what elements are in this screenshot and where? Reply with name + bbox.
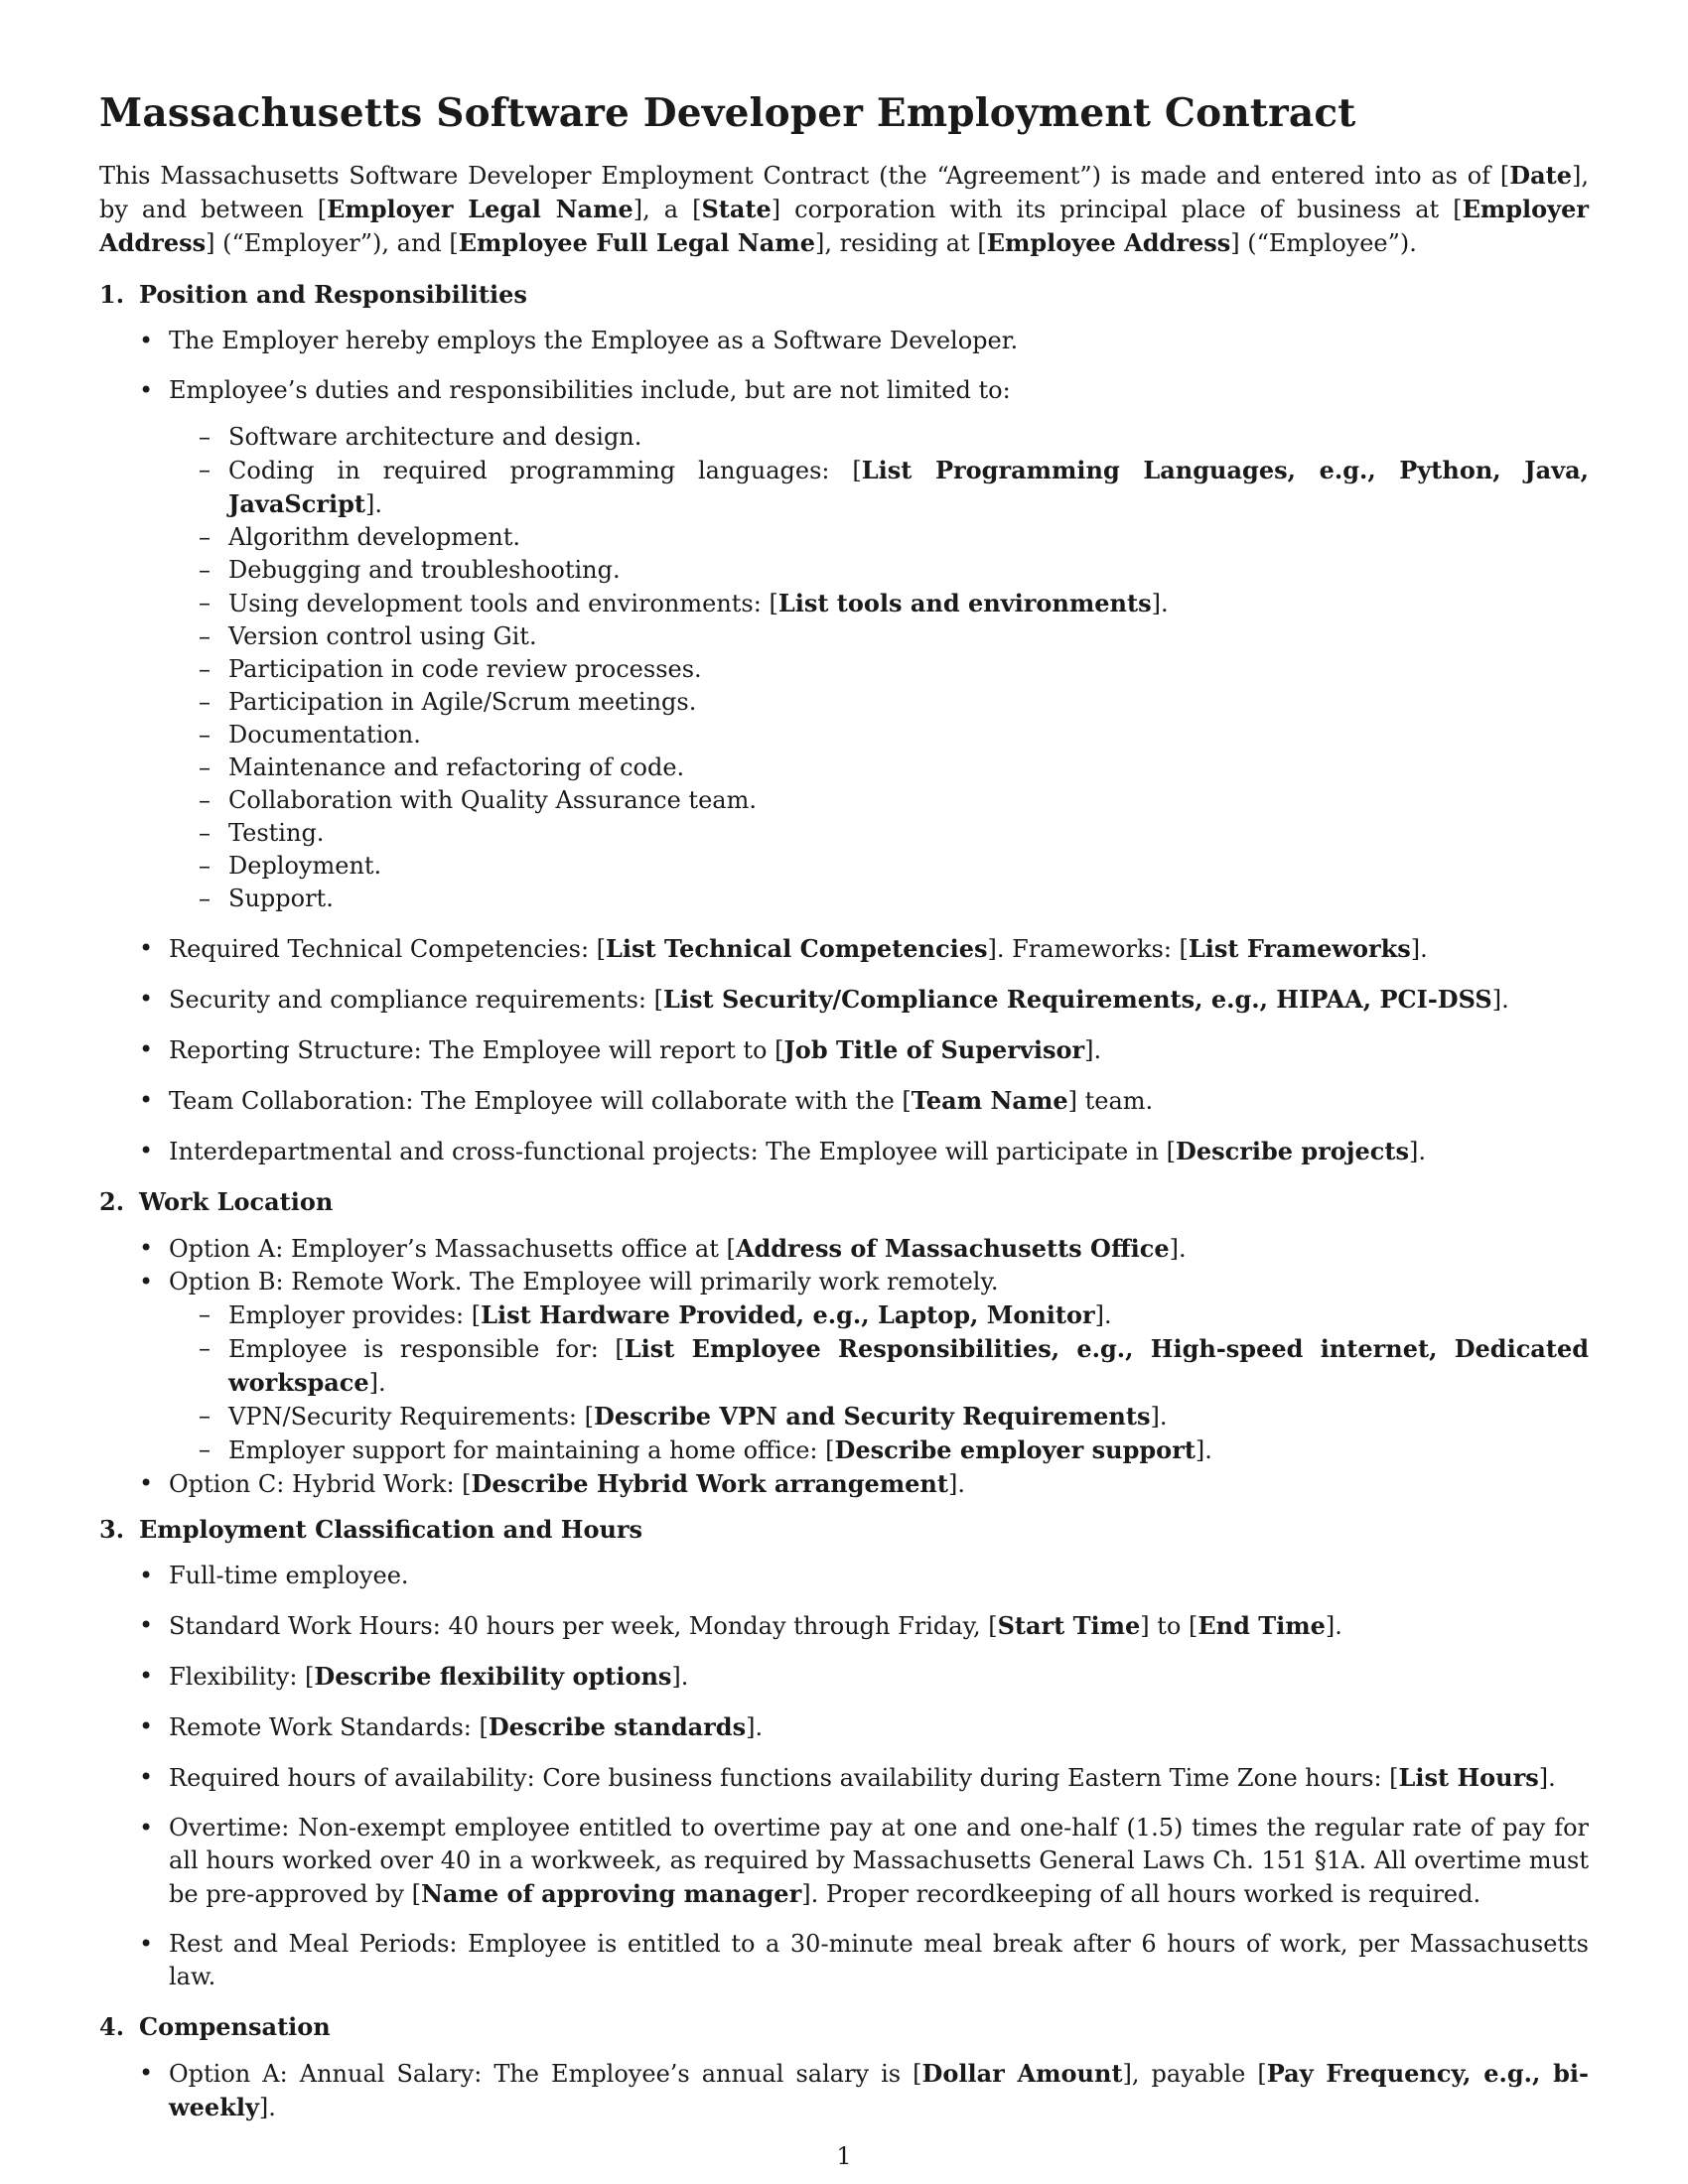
text-run: Coding in required programming languages: [ [228,457,862,484]
placeholder-field: List Technical Competencies [606,934,988,963]
text-run: ], by and between [ [99,162,1589,223]
text-run: Employer provides: [ [228,1301,482,1329]
text-run: Debugging and troubleshooting. [228,556,621,584]
placeholder-field: Describe employer support [834,1435,1196,1464]
text-run: Employee’s duties and responsibilities include, but are not limited to: [169,376,1011,404]
text-run: ]. [368,1369,386,1397]
placeholder-field: Name of approving manager [420,1879,802,1908]
text-run: Required hours of availability: Core business functions availability during Eastern Time Zone hours: [ [169,1764,1399,1792]
text-run: ]. [364,490,382,518]
list-item [99,932,1589,966]
bullet-list [99,2057,1589,2124]
sub-list-item [169,1332,1589,1400]
text-run: Reporting Structure: The Employee will report to [ [169,1036,784,1064]
sub-list-item [169,653,1589,686]
placeholder-field: List tools and environments [777,589,1152,617]
text-run: Software architecture and design. [228,423,642,451]
placeholder-field: Employer Address [99,195,1590,257]
list-item [99,325,1589,357]
section-title: Compensation [139,2012,331,2041]
text-run: Documentation. [228,721,421,749]
text-run: Participation in Agile/Scrum meetings. [228,688,697,716]
document-title: Massachusetts Software Developer Employment Contract [99,90,1356,136]
bullet-list [99,1232,1589,1501]
sub-list-item [169,686,1589,719]
text-run: Participation in code review processes. [228,655,702,683]
text-run: Using development tools and environments: [ [228,590,778,617]
text-run: Option A: Annual Salary: The Employee’s annual salary is [ [169,2060,922,2088]
sub-list-item [169,620,1589,653]
placeholder-field: Date [1509,161,1572,190]
sub-list-item [169,1400,1589,1433]
section-1 [99,278,1589,1168]
placeholder-field: List Hours [1398,1763,1539,1792]
placeholder-field: Team Name [911,1086,1068,1115]
text-run: Rest and Meal Periods: Employee is entitled to a 30-minute meal break after 6 hours of work, per Massachusetts law. [169,1930,1589,1990]
sub-list [169,1298,1589,1467]
placeholder-field: Job Title of Supervisor [783,1035,1085,1064]
placeholder-field: Employer Legal Name [327,195,633,223]
intro-paragraph [99,159,1589,260]
text-run: VPN/Security Requirements: [ [228,1403,594,1431]
section-3 [99,1513,1589,1993]
text-run: Standard Work Hours: 40 hours per week, Monday through Friday, [ [169,1612,998,1640]
section-number: 4. [99,2012,125,2041]
section-2 [99,1185,1589,1501]
text-run: ]. Proper recordkeeping of all hours worked is required. [801,1880,1481,1908]
text-run: Required Technical Competencies: [ [169,935,607,963]
text-run: ] to [ [1140,1612,1198,1640]
text-run: ]. [1084,1036,1102,1064]
list-item [99,2057,1589,2124]
text-run: ]. [1408,1138,1426,1165]
text-run: ] team. [1067,1087,1154,1115]
text-run: Option B: Remote Work. The Employee will primarily work remotely. [169,1268,999,1296]
sections-container [99,278,1589,2124]
text-run: The Employer hereby employs the Employee as a Software Developer. [169,327,1019,354]
text-run: ]. [1491,986,1509,1014]
list-item [99,1812,1589,1911]
text-run: Flexibility: [ [169,1663,315,1691]
text-run: Full-time employee. [169,1562,409,1589]
text-run: ]. [1094,1301,1112,1329]
text-run: ]. [258,2094,276,2121]
placeholder-field: List Employee Responsibilities, e.g., High-speed internet, Dedicated workspace [228,1334,1589,1397]
sub-list-item [169,587,1589,620]
text-run: Security and compliance requirements: [ [169,986,663,1014]
section-number: 3. [99,1515,125,1544]
list-item [99,1710,1589,1744]
list-item [99,1560,1589,1592]
list-item [99,1033,1589,1067]
list-item [99,1609,1589,1643]
sub-list-item [169,454,1589,521]
text-run: This Massachusetts Software Developer Employment Contract (the “Agreement”) is made and entered into as of [ [99,162,1510,190]
sub-list-item [169,1433,1589,1467]
list-item [99,1660,1589,1694]
text-run: Employer support for maintaining a home office: [ [228,1436,835,1464]
text-run: Collaboration with Quality Assurance team. [228,786,757,814]
section-title: Position and Responsibilities [139,280,527,309]
text-run: ]. [1195,1436,1212,1464]
text-run: ]. [746,1713,764,1741]
section-heading [99,1185,1589,1218]
placeholder-field: Describe standards [488,1712,747,1741]
text-run: ]. Frameworks: [ [987,935,1189,963]
sub-list-item [169,421,1589,454]
section-4 [99,2010,1589,2124]
text-run: ]. [671,1663,689,1691]
placeholder-field: End Time [1197,1611,1326,1640]
text-run: ] (“Employer”), and [ [206,229,459,257]
text-run: ] (“Employee”). [1230,229,1417,257]
text-run: ] corporation with its principal place of business at [ [771,196,1463,223]
text-run: Support. [228,885,334,912]
sub-list-item [169,1298,1589,1332]
text-run: Algorithm development. [228,523,520,551]
placeholder-field: List Hardware Provided, e.g., Laptop, Monitor [481,1300,1095,1329]
list-item [99,374,1589,915]
text-run: Option A: Employer’s Massachusetts office at [ [169,1235,736,1263]
placeholder-field: Describe flexibility options [314,1662,672,1691]
section-heading [99,1513,1589,1546]
section-title: Work Location [139,1187,334,1216]
placeholder-field: Employee Full Legal Name [458,228,815,257]
text-run: Remote Work Standards: [ [169,1713,489,1741]
text-run: ]. [1150,1403,1168,1431]
placeholder-field: Describe projects [1176,1137,1409,1165]
text-run: Version control using Git. [228,622,537,650]
text-run: Deployment. [228,852,382,880]
bullet-list [99,1560,1589,1993]
list-item [99,1761,1589,1795]
bullet-list [99,325,1589,1168]
placeholder-field: Address of Massachusetts Office [735,1234,1170,1263]
sub-list-item [169,784,1589,817]
page-number: 1 [836,2142,852,2170]
section-heading [99,2010,1589,2043]
placeholder-field: Pay Frequency, e.g., bi-weekly [169,2059,1589,2121]
placeholder-field: State [701,195,772,223]
section-heading [99,278,1589,311]
text-run: ]. [1325,1612,1342,1640]
text-run: ]. [1410,935,1428,963]
placeholder-field: Describe Hybrid Work arrangement [471,1469,948,1498]
section-number: 1. [99,280,125,309]
text-run: Overtime: Non-exempt employee entitled to overtime pay at one and one-half (1.5) times the regular rate of pay for all hours worked over 40 in a workweek, as required by Massachusetts General Laws Ch. 151 §1A. All overtime must be pre-approved by [ [169,1814,1589,1908]
placeholder-field: Describe VPN and Security Requirements [594,1402,1151,1431]
placeholder-field: List Security/Compliance Requirements, e.g., HIPAA, PCI-DSS [663,985,1492,1014]
list-item [99,983,1589,1017]
placeholder-field: List Programming Languages, e.g., Python, Java, JavaScript [228,456,1589,518]
text-run: Option C: Hybrid Work: [ [169,1470,472,1498]
placeholder-field: Dollar Amount [921,2059,1123,2088]
text-run: ]. [947,1470,965,1498]
sub-list-item [169,883,1589,915]
text-run: Interdepartmental and cross-functional projects: The Employee will participate in [ [169,1138,1176,1165]
sub-list-item [169,751,1589,784]
sub-list-item [169,554,1589,587]
list-item [99,1266,1589,1467]
section-number: 2. [99,1187,125,1216]
list-item [99,1928,1589,1993]
list-item [99,1467,1589,1501]
section-title: Employment Classification and Hours [139,1515,643,1544]
text-run: Maintenance and refactoring of code. [228,753,685,781]
document-page [99,77,1589,2141]
text-run: ], payable [ [1122,2060,1267,2088]
placeholder-field: Start Time [997,1611,1141,1640]
text-run: ]. [1169,1235,1187,1263]
list-item [99,1135,1589,1168]
placeholder-field: List Frameworks [1188,934,1411,963]
sub-list-item [169,817,1589,850]
list-item [99,1084,1589,1118]
placeholder-field: Employee Address [986,228,1231,257]
sub-list [169,421,1589,915]
sub-list-item [169,521,1589,554]
text-run: ], a [ [633,196,702,223]
text-run: ]. [1151,590,1169,617]
sub-list-item [169,719,1589,751]
text-run: ], residing at [ [814,229,987,257]
sub-list-item [169,850,1589,883]
text-run: Team Collaboration: The Employee will collaborate with the [ [169,1087,912,1115]
text-run: ]. [1538,1764,1556,1792]
text-run: Employee is responsible for: [ [228,1335,625,1363]
text-run: Testing. [228,819,325,847]
list-item [99,1232,1589,1266]
